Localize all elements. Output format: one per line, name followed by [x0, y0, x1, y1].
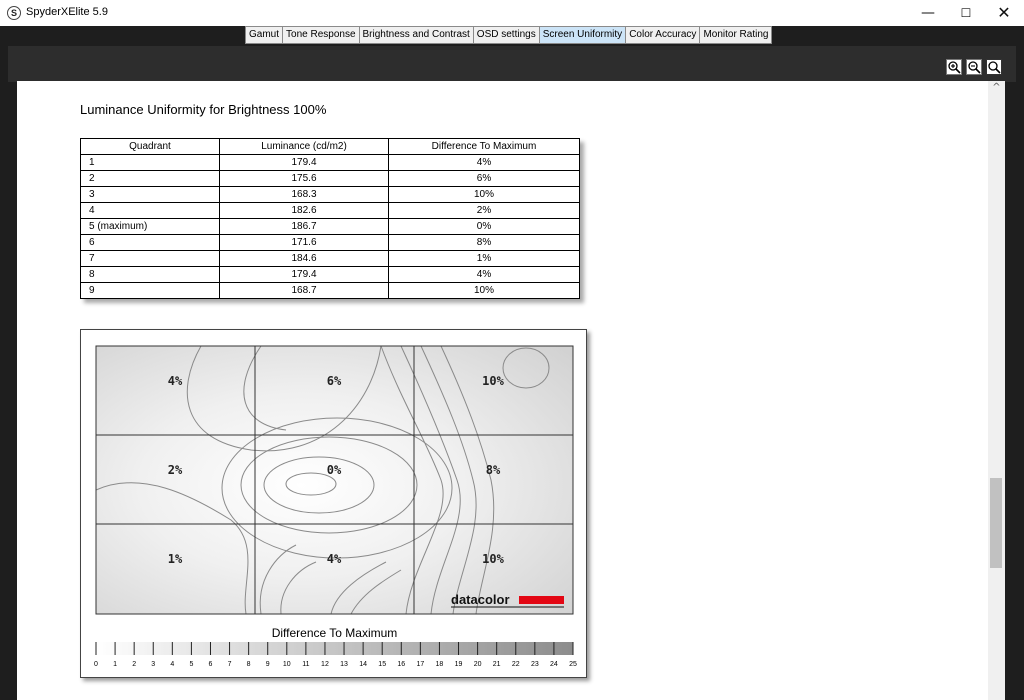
luminance-table-container: [80, 138, 580, 299]
close-button[interactable]: ✕: [997, 3, 1011, 22]
table-cell: 184.6: [220, 251, 389, 267]
legend-tick-label: 5: [189, 661, 194, 668]
table-cell: 168.3: [220, 187, 389, 203]
table-row: [81, 203, 580, 219]
table-cell: 179.4: [220, 267, 389, 283]
table-cell: 2: [81, 171, 220, 187]
legend-tick-label: 10: [282, 661, 291, 668]
legend-tick-label: 24: [550, 661, 558, 668]
toolbar-strip: [8, 46, 1016, 82]
legend-tick-label: 17: [416, 661, 425, 668]
legend-tick-label: 13: [340, 661, 348, 668]
table-row: [81, 219, 580, 235]
table-cell: 6: [81, 235, 220, 251]
tab-screen-uniformity[interactable]: Screen Uniformity: [540, 26, 626, 44]
legend-tick-label: 1: [113, 661, 118, 668]
quadrant-label: 4%: [326, 552, 342, 566]
tab-tone-response[interactable]: Tone Response: [283, 26, 360, 44]
quadrant-label: 4%: [167, 374, 183, 388]
table-row: [81, 171, 580, 187]
zoom-in-icon[interactable]: [946, 59, 962, 75]
table-cell: 182.6: [220, 203, 389, 219]
brand-bar: [519, 596, 564, 604]
table-cell: 9: [81, 283, 220, 299]
window-title: SpyderXElite 5.9: [26, 6, 108, 18]
legend-tick-label: 14: [359, 661, 368, 668]
legend-tick-labels: [94, 661, 577, 668]
title-bar: [0, 0, 1024, 26]
legend-tick-label: 19: [454, 661, 463, 668]
zoom-fit-icon[interactable]: [986, 59, 1002, 75]
legend-tick-label: 8: [246, 661, 251, 668]
table-cell: 8%: [389, 235, 580, 251]
table-cell: 3: [81, 187, 220, 203]
quadrant-label: 2%: [167, 463, 183, 477]
uniformity-map-panel: [80, 329, 587, 678]
quadrant-label: 6%: [326, 374, 342, 388]
legend-gradient: [96, 642, 573, 655]
legend-tick-label: 3: [151, 661, 156, 668]
tab-bar: [0, 26, 1024, 46]
table-cell: 168.7: [220, 283, 389, 299]
tab-gamut[interactable]: Gamut: [245, 26, 283, 44]
tab-brightness-contrast[interactable]: Brightness and Contrast: [360, 26, 474, 44]
column-header: Luminance (cd/m2): [220, 139, 389, 155]
scroll-up-icon[interactable]: ^: [992, 82, 1001, 93]
table-row: [81, 235, 580, 251]
table-row: [81, 283, 580, 299]
table-cell: 10%: [389, 283, 580, 299]
table-cell: 179.4: [220, 155, 389, 171]
legend-title: Difference To Maximum: [271, 626, 398, 640]
table-cell: 5 (maximum): [81, 219, 220, 235]
table-row: [81, 251, 580, 267]
legend-tick-label: 0: [94, 661, 98, 668]
luminance-table: [80, 138, 580, 299]
legend-tick-label: 11: [302, 661, 310, 668]
tab-monitor-rating[interactable]: Monitor Rating: [700, 26, 772, 44]
legend-tick-label: 21: [492, 661, 501, 668]
maximize-button[interactable]: ☐: [960, 6, 972, 20]
legend-tick-label: 7: [227, 661, 232, 668]
column-header: Quadrant: [81, 139, 220, 155]
table-cell: 8: [81, 267, 220, 283]
app-logo-icon: S: [7, 6, 21, 20]
table-row: [81, 267, 580, 283]
column-header: Difference To Maximum: [389, 139, 580, 155]
table-row: [81, 155, 580, 171]
vertical-scrollbar[interactable]: [988, 81, 1005, 700]
table-cell: 7: [81, 251, 220, 267]
quadrant-label: 0%: [326, 463, 342, 477]
table-cell: 6%: [389, 171, 580, 187]
legend-tick-label: 23: [530, 661, 539, 668]
zoom-out-icon[interactable]: [966, 59, 982, 75]
table-cell: 1%: [389, 251, 580, 267]
table-cell: 1: [81, 155, 220, 171]
legend-tick-label: 4: [170, 661, 175, 668]
quadrant-label: 1%: [167, 552, 183, 566]
table-header-row: [81, 139, 580, 155]
legend-tick-label: 16: [397, 661, 406, 668]
tab-color-accuracy[interactable]: Color Accuracy: [626, 26, 700, 44]
scrollbar-thumb[interactable]: [990, 478, 1002, 568]
legend-tick-label: 25: [569, 661, 577, 668]
table-cell: 0%: [389, 219, 580, 235]
legend-tick-label: 18: [435, 661, 444, 668]
tab-osd-settings[interactable]: OSD settings: [474, 26, 540, 44]
legend-tick-label: 22: [511, 661, 520, 668]
table-cell: 4%: [389, 155, 580, 171]
brand-text: datacolor: [451, 592, 510, 607]
table-cell: 4%: [389, 267, 580, 283]
legend-tick-label: 20: [473, 661, 482, 668]
table-row: [81, 187, 580, 203]
quadrant-label: 10%: [482, 374, 504, 388]
legend-tick-label: 9: [265, 661, 270, 668]
minimize-button[interactable]: —: [921, 5, 935, 21]
legend-tick-label: 6: [208, 661, 213, 668]
report-heading: Luminance Uniformity for Brightness 100%: [80, 102, 327, 117]
table-cell: 4: [81, 203, 220, 219]
report-tabs: [245, 26, 772, 44]
table-cell: 186.7: [220, 219, 389, 235]
legend-tick-label: 15: [378, 661, 387, 668]
table-cell: 10%: [389, 187, 580, 203]
legend-tick-label: 2: [132, 661, 137, 668]
table-cell: 171.6: [220, 235, 389, 251]
table-cell: 2%: [389, 203, 580, 219]
legend-tick-label: 12: [321, 661, 329, 668]
table-cell: 175.6: [220, 171, 389, 187]
quadrant-label: 8%: [485, 463, 501, 477]
quadrant-label: 10%: [482, 552, 504, 566]
